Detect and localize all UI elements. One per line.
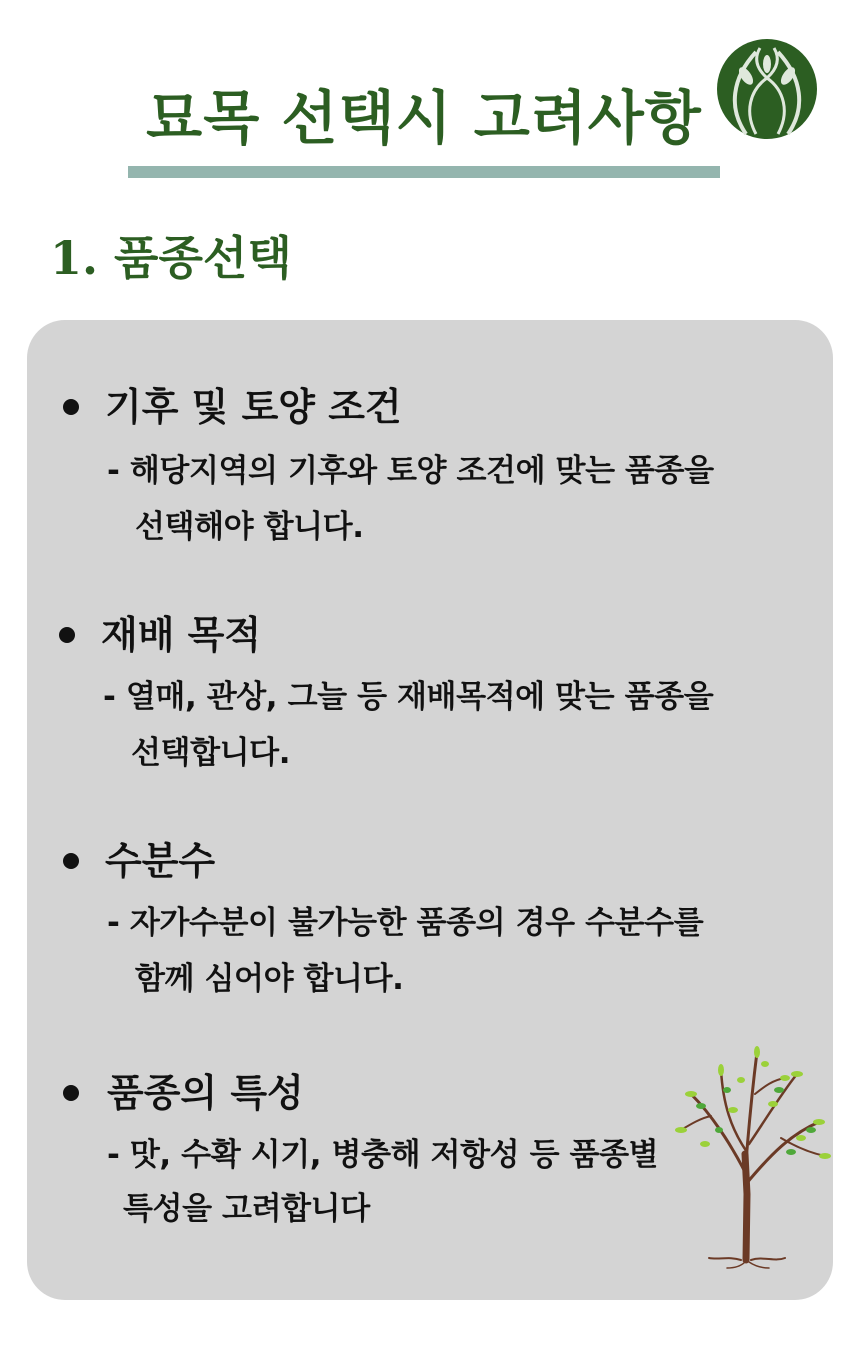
- section-title: 1. 품종선택: [50, 231, 292, 285]
- description-line: - 해당지역의 기후와 토양 조건에 맞는 품종을: [107, 453, 714, 489]
- header: [0, 0, 860, 200]
- item-title: 품종의 특성: [107, 1071, 304, 1115]
- description-line: - 자가수분이 불가능한 품종의 경우 수분수를: [107, 905, 704, 941]
- bullet-dot: [63, 853, 79, 869]
- tree-circle-logo-icon: [716, 38, 818, 140]
- description-line: 선택합니다.: [131, 735, 291, 771]
- description-line: 함께 심어야 합니다.: [135, 961, 404, 997]
- bullet-dot: [63, 1085, 79, 1101]
- item-title: 수분수: [105, 839, 216, 883]
- bullet-dot: [63, 399, 79, 415]
- description-line: - 열매, 관상, 그늘 등 재배목적에 맞는 품종을: [103, 679, 714, 715]
- bullet-dot: [59, 627, 75, 643]
- item-title: 기후 및 토양 조건: [105, 385, 402, 429]
- title-underline: [128, 166, 720, 178]
- description-line: 특성을 고려합니다: [123, 1191, 370, 1227]
- item-title: 재배 목적: [101, 613, 262, 657]
- sapling-tree-icon: [661, 1034, 831, 1270]
- description-line: - 맛, 수확 시기, 병충해 저항성 등 품종별: [107, 1137, 659, 1173]
- description-line: 선택해야 합니다.: [135, 509, 364, 545]
- content-card: [27, 320, 833, 1300]
- page-title: 묘목 선택시 고려사항: [146, 84, 702, 152]
